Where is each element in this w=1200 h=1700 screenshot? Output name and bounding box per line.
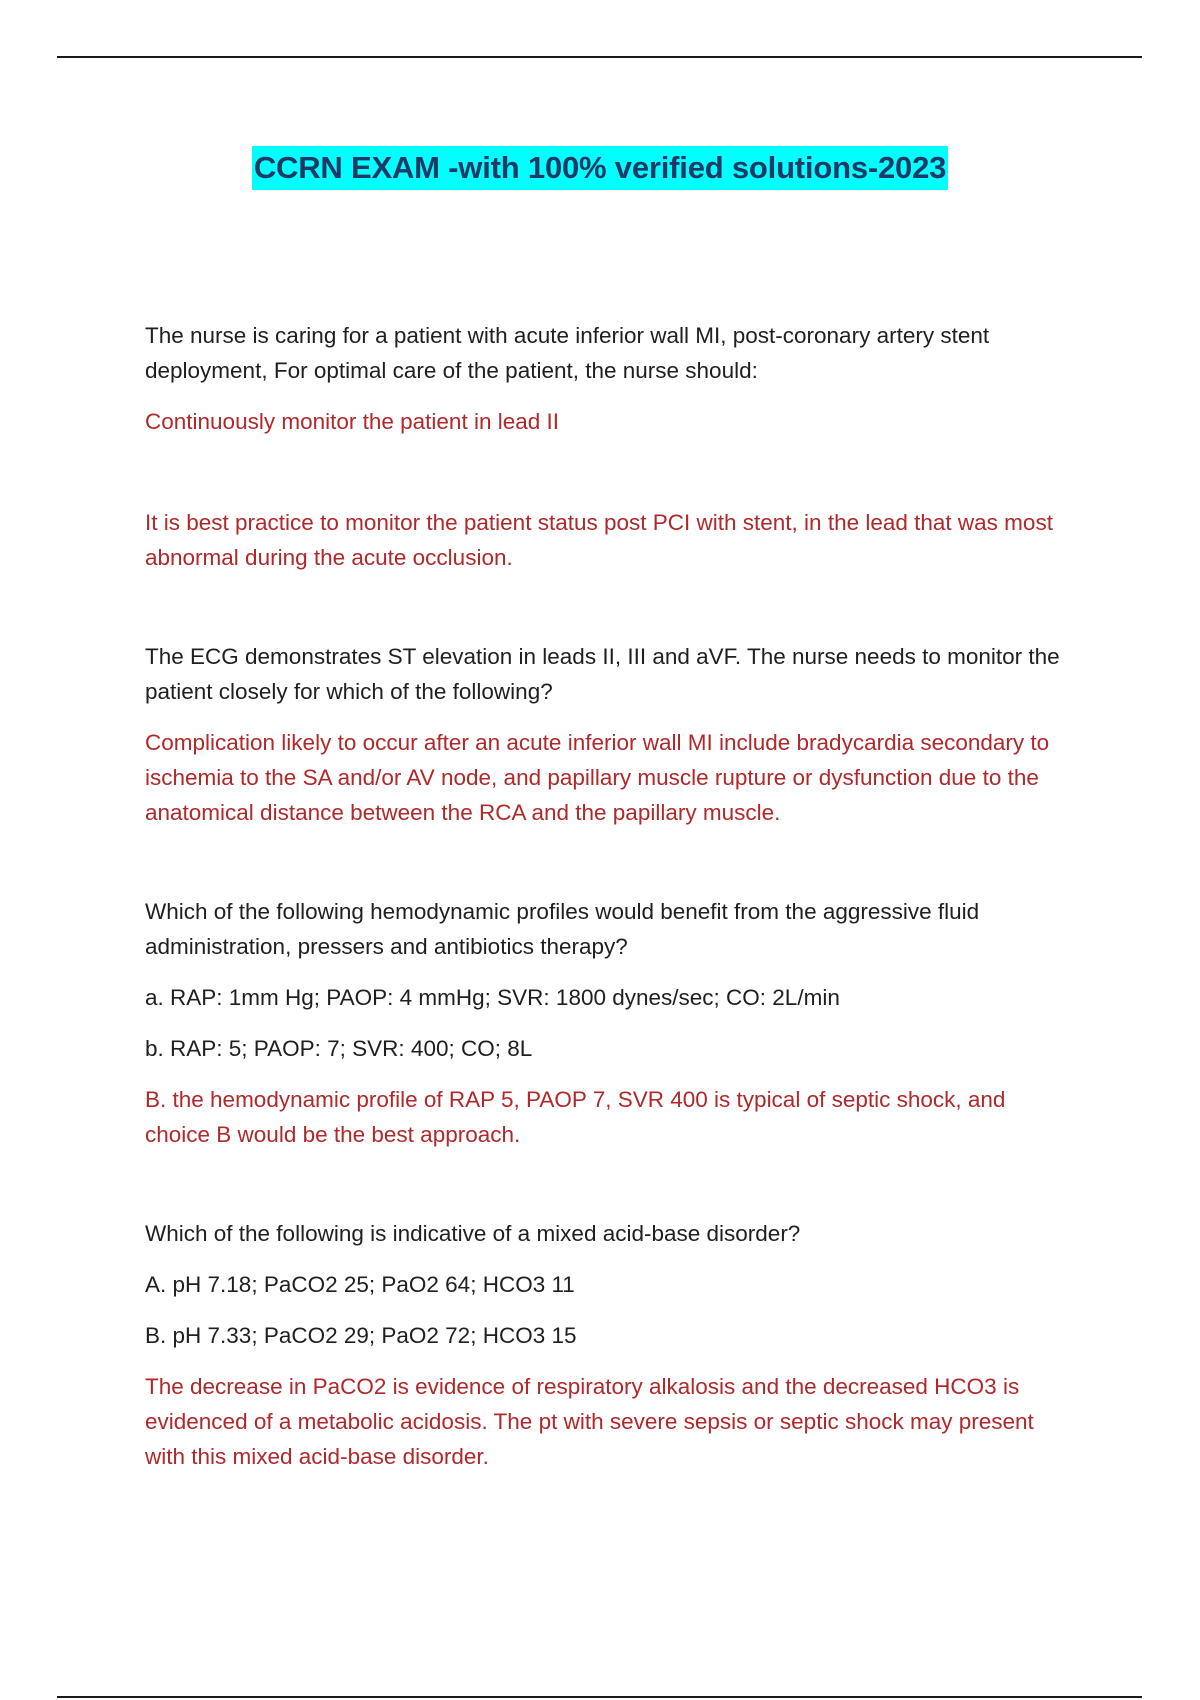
answer-text: The decrease in PaCO2 is evidence of respiratory alkalosis and the decreased HCO3 is evidenced of a metabolic acidosis. The pt with severe sepsis or septic shock may present with this mixed acid-base disorder. — [145, 1374, 1034, 1469]
document-title: CCRN EXAM -with 100% verified solutions-2023 — [252, 146, 948, 190]
option-b: B. pH 7.33; PaCO2 29; PaO2 72; HCO3 15 — [145, 1323, 577, 1348]
option-a: A. pH 7.18; PaCO2 25; PaO2 64; HCO3 11 — [145, 1272, 575, 1297]
qa-item-4 — [145, 1216, 1065, 1474]
option-b: b. RAP: 5; PAOP: 7; SVR: 400; CO; 8L — [145, 1036, 533, 1061]
qa-item-3 — [145, 894, 1065, 1152]
qa-item-1 — [145, 318, 1065, 575]
footer-rule — [57, 1696, 1142, 1698]
explanation-text: It is best practice to monitor the patient status post PCI with stent, in the lead that was most abnormal during the acute occlusion. — [145, 510, 1053, 570]
question-text: Which of the following hemodynamic profiles would benefit from the aggressive fluid administration, pressers and antibiotics therapy? — [145, 899, 980, 959]
question-text: The ECG demonstrates ST elevation in leads II, III and aVF. The nurse needs to monitor the patient closely for which of the following? — [145, 644, 1060, 704]
answer-text: B. the hemodynamic profile of RAP 5, PAOP 7, SVR 400 is typical of septic shock, and choice B would be the best approach. — [145, 1087, 1006, 1147]
document-body — [145, 318, 1065, 1490]
question-text: Which of the following is indicative of a mixed acid-base disorder? — [145, 1221, 801, 1246]
question-text: The nurse is caring for a patient with acute inferior wall MI, post-coronary artery stent deployment, For optimal care of the patient, the nurse should: — [145, 323, 990, 383]
header-rule — [57, 56, 1142, 58]
answer-text: Complication likely to occur after an acute inferior wall MI include bradycardia secondary to ischemia to the SA and/or AV node, and papillary muscle rupture or dysfunction due to the anatomical distance between the RCA and the papillary muscle. — [145, 730, 1050, 825]
qa-item-2 — [145, 639, 1065, 830]
option-a: a. RAP: 1mm Hg; PAOP: 4 mmHg; SVR: 1800 dynes/sec; CO: 2L/min — [145, 985, 840, 1010]
title-container — [0, 146, 1200, 190]
answer-text: Continuously monitor the patient in lead II — [145, 409, 559, 434]
